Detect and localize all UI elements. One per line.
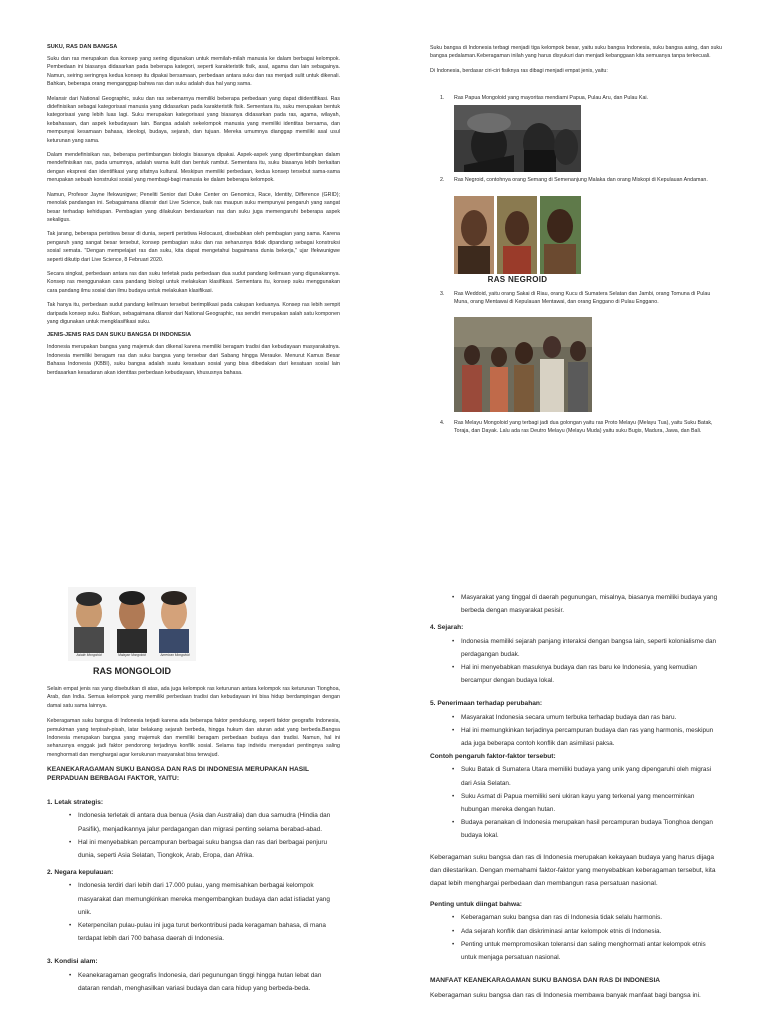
list-item: • Hal ini memungkinkan terjadinya percampuran budaya dan ras yang harmonis, meskipun ada juga beberapa contoh konflik dan asimilasi paksa.: [452, 724, 722, 750]
list-item: 4. Ras Melayu Mongoloid yang terbagi jadi dua golongan yaitu ras Proto Melayu (Melayu Tua), yaitu Suku Batak, Toraja, dan Dayak. Lalu ada ras Deutro Melayu (Melayu Muda) yaitu suku Bugis, Madura, Jawa, dan Bali.: [440, 420, 713, 435]
page2-right-column: [430, 591, 722, 1003]
list-item: • Indonesia terdiri dari lebih dari 17.000 pulau, yang memisahkan berbagai kelompok masyarakat dan memungkinkan mereka mengembangkan budaya dan adat istiadat yang unik.: [69, 879, 340, 919]
factor-heading-3: 3. Kondisi alam:: [47, 958, 98, 966]
factor-heading-5: 5. Penerimaan terhadap perubahan:: [430, 700, 543, 708]
page2-left-column: [47, 685, 340, 995]
paragraph: Tak hanya itu, perbedaan sudut pandang keilmuan tersebut berimplikasi pada cakupan keduanya. Konsep ras lebih sempit daripada konsep suku. Bahkan, sebagaimana dilansir dari National Geographic, ras sendiri merupakan salah satu komponen yang digunakan untuk mengklasifikasi suku.: [47, 302, 340, 325]
important-heading: Penting untuk diingat bahwa:: [430, 901, 522, 909]
list-item: • Budaya peranakan di Indonesia merupakan hasil percampuran budaya Tionghoa dengan budaya lokal.: [452, 816, 722, 842]
list-item: • Masyarakat yang tinggal di daerah pegunungan, misalnya, biasanya memiliki budaya yang berbeda dengan masyarakat pesisir.: [452, 591, 722, 617]
list-item: 2. Ras Negroid, contohnya orang Semang di Semenanjung Malaka dan orang Miskopi di Kepulauan Andaman.: [440, 177, 708, 183]
examples-list: [430, 763, 722, 842]
important-list: [430, 911, 722, 964]
weddoid-photo: [454, 317, 592, 412]
paragraph: Selain empat jenis ras yang disebutkan di atas, ada juga kelompok ras keturunan antara kelompok ras keturunan Tionghoa, Arab, dan India. Semua kelompok yang memiliki perbedaan tradisi dan kebudayaan ini bisa hidup berdampingan dengan damai satu sama lainnya.: [47, 686, 340, 709]
list-item: • Keanekaragaman geografis Indonesia, dari pegunungan tinggi hingga hutan lebat dan dataran rendah, menghasilkan variasi budaya dan cara hidup yang berbeda-beda.: [69, 969, 340, 995]
negroid-caption: RAS NEGROID: [487, 275, 548, 284]
paragraph: Suku bangsa di Indonesia terbagi menjadi tiga kelompok besar, yaitu suku bangsa Indonesia, suku bangsa asing, dan suku bangsa pedalaman.Keberagaman inilah yang harus disyukuri dan menjadi kebanggaan kita semuanya tanpa terkecuali.: [430, 45, 722, 60]
list-item: • Keterpencilan pulau-pulau ini juga turut berkontribusi pada keragaman bahasa, di mana terdapat lebih dari 700 bahasa daerah di Indonesia.: [69, 919, 340, 945]
benefit-paragraph: Keberagaman suku bangsa dan ras di Indonesia membawa banyak manfaat bagi bangsa ini.: [430, 992, 701, 1000]
factor-heading-1: 1. Letak strategis:: [47, 799, 104, 807]
mongoloid-photo: [68, 587, 196, 679]
paragraph: Namun, Profesor Jayne Ifekwunigwe; Peneliti Senior dari Duke Center on Genomics, Race, Identity, Difference (GRID); menolak pandangan ini. Sebagaimana dilansir dari Live Science, baik ras maupun suku mempunyai pengaruh yang sangat besar terhadap kehidupan. Pembagian yang dilakukan berdasarkan ras dan suku juga memengaruhi beberapa aspek sekaligus.: [47, 191, 340, 223]
list-item: • Indonesia terletak di antara dua benua (Asia dan Australia) dan dua samudra (Hindia dan Pasifik), menjadikannya jalur perdagangan dan migrasi penting selama berabad-abad.: [69, 809, 340, 835]
factor-list-1: [47, 809, 340, 862]
paragraph: Di Indonesia, berdasar ciri-ciri fisiknya ras dibagi menjadi empat jenis, yaitu:: [430, 67, 608, 74]
paragraph: Secara singkat, perbedaan antara ras dan suku terletak pada perbedaan dua sudut pandang keilmuan yang digunakannya. Konsep ras menggunakan cara pandang biologi untuk melakukan klasifikasi. Sementara itu, konsep suku menggunakan cara pandang ilmu sosial dan ilmu budaya untuk melakukan klasifikasi.: [47, 270, 340, 294]
summary-paragraph: Keberagaman suku bangsa dan ras di Indonesia merupakan kekayaan budaya yang harus dijaga dan dilestarikan. Dengan memahami faktor-faktor yang menyebabkan keberagaman tersebut, kita dapat lebih menghargai perbedaan dan membangun rasa persatuan nasional.: [430, 853, 716, 888]
race-list-item-1: [440, 94, 722, 102]
list-item: 3. Ras Weddoid, yaitu orang Sakai di Riau, orang Kucu di Sumatera Selatan dan Jambi, orang Tomuna di Pulau Muna, orang Mentawai di Kepulauan Mentawai, dan orang Enggano di Pulau Enggano.: [440, 291, 711, 306]
factor-list-4: [430, 635, 722, 688]
race-list-item-2: [440, 176, 722, 184]
factor-list-3-continued: [430, 591, 722, 617]
photo-label-malayan: Malayan Mongoloid: [118, 653, 146, 657]
examples-heading: Contoh pengaruh faktor-faktor tersebut:: [430, 753, 556, 761]
paragraph: Keberagaman suku bangsa di Indonesia terjadi karena ada beberapa faktor pendukung, seperti faktor geografis Indonesia, pemukiman yang terpisah-pisah, latar belakang sejarah berbeda, hingga hukum dan aturan adat yang berbeda.Bangsa Indonesia merupakan bangsa yang majemuk dan memiliki beragam perbedaan budaya dan tradisi. Namun, hal ini seharusnya enggak jadi faktor pendorong terjadinya konflik sosial. Selama tiap individu menyadari pentingnya saling menghormati dan menghargai agar kerukunan masyarakat bisa terwujud.: [47, 718, 340, 758]
list-item: • Ada sejarah konflik dan diskriminasi antar kelompok etnis di Indonesia.: [452, 925, 722, 938]
paragraph: Suku dan ras merupakan dua konsep yang sering digunakan untuk memilah-milah manusia ke dalam berbagai kelompok. Pembedaan ini biasanya didasarkan pada beberapa kategori, seperti karakteristik fisik, asal, agama dan lain sebagainya. Namun, seiring seringnya kedua konsep itu dipakai bersamaan, perbedaan antara suku dan ras menjadi sulit untuk dikenali. Bahkan, beberapa orang menganggap bahwa ras dan suku adalah dua hal yang sama.: [47, 56, 340, 88]
photo-label-asiatic: Asiatic Mongoloid: [76, 653, 102, 657]
section-title: SUKU, RAS DAN BANGSA: [47, 44, 118, 50]
list-item: 1. Ras Papua Mongoloid yang mayoritas mendiami Papua, Pulau Aru, dan Pulau Kai.: [440, 95, 649, 101]
mongoloid-caption: RAS MONGOLOID: [93, 666, 171, 676]
factor-list-3: [47, 969, 340, 995]
factor-heading-4: 4. Sejarah:: [430, 624, 464, 632]
list-item: • Suku Asmat di Papua memiliki seni ukiran kayu yang terkenal yang mencerminkan hubungan mereka dengan hutan.: [452, 790, 722, 816]
factors-heading: KEANEKARAGAMAN SUKU BANGSA DAN RAS DI INDONESIA MERUPAKAN HASIL PERPADUAN BERBAGAI FAKTOR, YAITU:: [47, 766, 309, 782]
list-item: • Penting untuk mempromosikan toleransi dan saling menghormati antar kelompok etnis untuk menjaga persatuan nasional.: [452, 938, 722, 964]
section-title: JENIS-JENIS RAS DAN SUKU BANGSA DI INDONESIA: [47, 332, 192, 339]
paragraph: Melansir dari National Geographic, suku dan ras sebenarnya memiliki beberapa perbedaan yang dapat diidentifikasi. Ras didefinisikan sebagai kategorisasi manusia yang didasarkan pada karakteristik fisik. Sementara itu, suku merupakan bentuk kategorisasi yang lebih luas lagi. Suku merupakan kategorisasi yang biasanya didasarkan pada ras, agama, wilayah, kebahasaan, dan aspek kebudayaan lain. Bangsa adalah sekelompok manusia yang memiliki identitas bersama, dan mempunyai kesamaan bahasa, ideologi, budaya, sejarah, dan tujuan. Mereka umumnya dianggap memiliki asal usul keturunan yang sama.: [47, 95, 340, 144]
paragraph: Indonesia merupakan bangsa yang majemuk dan dikenal karena memiliki beragam tradisi dan kebudayaan masyarakatnya. Indonesia memiliki beragam ras dan suku bangsa yang tersebar dari Sabang hingga Merauke. Menurut Kamus Besar Bahasa Indonesia (KBBI), suku bangsa adalah suatu kesatuan sosial yang bisa dibedakan dari kesatuan sosial lain berdasarkan kesadaran akan identitas perbedaan kebudayaan, khususnya bahasa.: [47, 344, 340, 376]
photo-label-american: American Mongoloid: [160, 653, 190, 657]
list-item: • Indonesia memiliki sejarah panjang interaksi dengan bangsa lain, seperti kolonialisme dan perdagangan budak.: [452, 635, 722, 661]
list-item: • Hal ini menyebabkan masuknya budaya dan ras baru ke Indonesia, yang kemudian bercampur dengan budaya lokal.: [452, 661, 722, 687]
race-list-item-3: [440, 290, 722, 307]
list-item: • Hal ini menyebabkan percampuran berbagai suku bangsa dan ras dari berbagai penjuru dunia, seperti Asia Selatan, Tiongkok, Arab, Eropa, dan Afrika.: [69, 836, 340, 862]
papua-mongoloid-photo: [454, 105, 581, 172]
list-item: • Masyarakat Indonesia secara umum terbuka terhadap budaya dan ras baru.: [452, 711, 722, 724]
benefit-heading: MANFAAT KEANEKARAGAMAN SUKU BANGSA DAN RAS DI INDONESIA: [430, 977, 661, 985]
paragraph: Dalam mendefinisikan ras, beberapa pertimbangan biologis biasanya dipakai. Aspek-aspek yang dipertimbangkan dalam mendefinisikan ras, pada umumnya, adalah warna kulit dan bentuk rambut. Sementara itu, suku biasanya lebih berkaitan dengan ekspresi dan identifikasi yang sifatnya kultural. Meskipun memiliki perbedaan, kedua konsep tersebut sama-sama merupakan sebuah konstruksi sosial yang membagi-bagi manusia ke dalam beberapa kelompok.: [47, 152, 340, 184]
paragraph: Tak jarang, beberapa peristiwa besar di dunia, seperti peristiwa Holocaust, disebabkan oleh pembagian yang sama. Karena pengaruh yang sangat besar tersebut, konsep pembagian suku dan ras seharusnya tidak dipandang sebagai konstruksi sosial semata. "Dengan mempelajari ras dan suku, kita dapat mengetahui bagaimana dunia bekerja," ujar Ifekwunigwe seperti dikutip dari Live Science, 8 Februari 2020.: [47, 231, 340, 263]
factor-list-5: [430, 711, 722, 751]
page1-right-column: [430, 44, 722, 77]
list-item: • Keberagaman suku bangsa dan ras di Indonesia tidak selalu harmonis.: [452, 911, 722, 924]
negroid-photo: [454, 196, 581, 286]
page1-left-column: [47, 44, 340, 383]
factor-list-2: [47, 879, 340, 945]
list-item: • Suku Batak di Sumatera Utara memiliki budaya yang unik yang dipengaruhi oleh migrasi dari Asia Selatan.: [452, 763, 722, 789]
race-list-item-4: [440, 419, 722, 436]
factor-heading-2: 2. Negara kepulauan:: [47, 869, 114, 877]
